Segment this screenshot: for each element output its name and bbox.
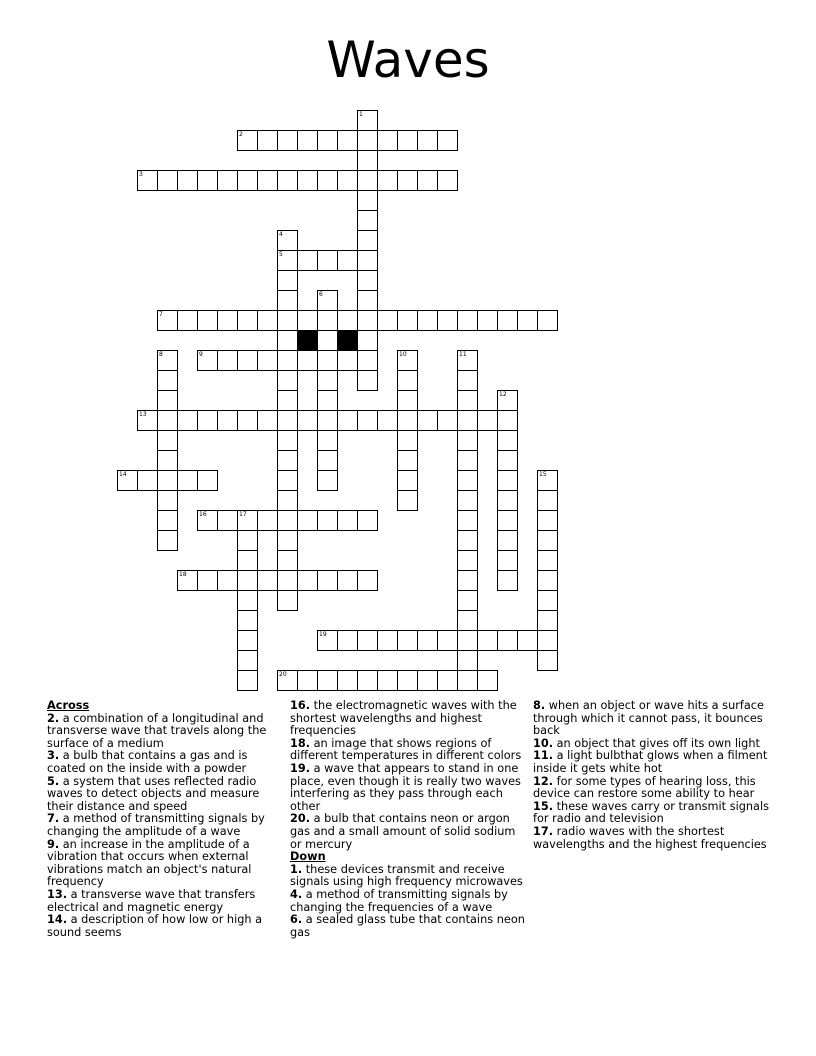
grid-cell[interactable] bbox=[357, 130, 378, 151]
grid-cell[interactable] bbox=[437, 310, 458, 331]
grid-cell[interactable] bbox=[137, 470, 158, 491]
grid-cell[interactable] bbox=[297, 310, 318, 331]
grid-cell[interactable] bbox=[437, 670, 458, 691]
grid-cell[interactable] bbox=[337, 630, 358, 651]
grid-cell[interactable] bbox=[417, 670, 438, 691]
grid-cell[interactable] bbox=[197, 470, 218, 491]
grid-cell[interactable] bbox=[497, 470, 518, 491]
grid-cell[interactable] bbox=[477, 670, 498, 691]
grid-cell[interactable] bbox=[397, 310, 418, 331]
grid-cell[interactable] bbox=[237, 650, 258, 671]
grid-cell[interactable] bbox=[357, 150, 378, 171]
grid-cell-black bbox=[337, 330, 358, 351]
clue-down-1: 1. these devices transmit and receive signals using high frequency microwaves bbox=[290, 862, 523, 889]
grid-cell-black bbox=[297, 330, 318, 351]
grid-cell[interactable] bbox=[317, 470, 338, 491]
grid-cell[interactable] bbox=[457, 570, 478, 591]
clue-across-18: 18. an image that shows regions of different temperatures in different colors bbox=[290, 736, 522, 763]
cell-number: 2 bbox=[239, 131, 243, 138]
grid-cell[interactable] bbox=[177, 310, 198, 331]
grid-cell[interactable] bbox=[437, 170, 458, 191]
grid-cell[interactable] bbox=[397, 670, 418, 691]
grid-cell[interactable] bbox=[197, 570, 218, 591]
grid-cell[interactable] bbox=[357, 290, 378, 311]
grid-cell[interactable] bbox=[317, 390, 338, 411]
grid-cell[interactable] bbox=[357, 310, 378, 331]
grid-cell[interactable] bbox=[457, 410, 478, 431]
grid-cell[interactable] bbox=[537, 630, 558, 651]
clue-across-7: 7. a method of transmitting signals by changing the amplitude of a wave bbox=[47, 812, 265, 838]
cell-number: 10 bbox=[399, 351, 407, 358]
grid-cell[interactable] bbox=[257, 410, 278, 431]
cell-number: 6 bbox=[319, 291, 323, 298]
grid-cell[interactable] bbox=[537, 530, 558, 551]
clue-down-11: 11. a light bulbthat glows when a filment inside it gets white hot bbox=[533, 749, 768, 775]
grid-cell[interactable] bbox=[377, 170, 398, 191]
grid-cell[interactable] bbox=[277, 490, 298, 511]
grid-cell[interactable] bbox=[157, 390, 178, 411]
grid-cell[interactable] bbox=[337, 310, 358, 331]
grid-cell[interactable] bbox=[497, 630, 518, 651]
grid-cell[interactable] bbox=[217, 170, 238, 191]
clue-across-5: 5. a system that uses reflected radio waves to detect objects and measure their distance and speed bbox=[47, 774, 260, 813]
grid-cell[interactable] bbox=[377, 410, 398, 431]
clue-across-19: 19. a wave that appears to stand in one place, even though it is really two waves interfering as they pass through each other bbox=[290, 761, 521, 813]
grid-cell[interactable] bbox=[437, 130, 458, 151]
grid-cell[interactable] bbox=[237, 170, 258, 191]
grid-cell[interactable] bbox=[537, 550, 558, 571]
grid-cell[interactable] bbox=[277, 330, 298, 351]
grid-cell[interactable] bbox=[297, 250, 318, 271]
cell-number: 7 bbox=[159, 311, 163, 318]
grid-cell[interactable] bbox=[237, 530, 258, 551]
grid-cell[interactable] bbox=[517, 630, 538, 651]
grid-cell[interactable] bbox=[297, 670, 318, 691]
grid-cell[interactable] bbox=[477, 630, 498, 651]
grid-cell[interactable] bbox=[457, 510, 478, 531]
grid-cell[interactable] bbox=[457, 590, 478, 611]
grid-cell[interactable] bbox=[157, 450, 178, 471]
grid-cell[interactable] bbox=[257, 510, 278, 531]
grid-cell[interactable] bbox=[257, 130, 278, 151]
cell-number: 14 bbox=[119, 471, 127, 478]
grid-cell[interactable] bbox=[277, 470, 298, 491]
grid-cell[interactable] bbox=[317, 170, 338, 191]
grid-cell[interactable] bbox=[477, 310, 498, 331]
grid-cell[interactable] bbox=[237, 590, 258, 611]
grid-cell[interactable] bbox=[237, 130, 258, 151]
grid-cell[interactable] bbox=[537, 470, 558, 491]
grid-cell[interactable] bbox=[277, 170, 298, 191]
grid-cell[interactable] bbox=[477, 410, 498, 431]
grid-cell[interactable] bbox=[417, 630, 438, 651]
grid-cell[interactable] bbox=[157, 170, 178, 191]
grid-cell[interactable] bbox=[397, 170, 418, 191]
grid-cell[interactable] bbox=[137, 170, 158, 191]
grid-cell[interactable] bbox=[417, 310, 438, 331]
grid-cell[interactable] bbox=[177, 470, 198, 491]
across-heading: Across bbox=[47, 699, 90, 712]
grid-cell[interactable] bbox=[217, 310, 238, 331]
cell-number: 20 bbox=[279, 671, 287, 678]
grid-cell[interactable] bbox=[377, 130, 398, 151]
grid-cell[interactable] bbox=[137, 410, 158, 431]
clue-down-17: 17. radio waves with the shortest wavelengths and the highest frequencies bbox=[533, 824, 767, 851]
grid-cell[interactable] bbox=[357, 410, 378, 431]
grid-cell[interactable] bbox=[157, 490, 178, 511]
grid-cell[interactable] bbox=[197, 410, 218, 431]
grid-cell[interactable] bbox=[397, 630, 418, 651]
grid-cell[interactable] bbox=[497, 530, 518, 551]
grid-cell[interactable] bbox=[277, 250, 298, 271]
grid-cell[interactable] bbox=[217, 350, 238, 371]
grid-cell[interactable] bbox=[357, 210, 378, 231]
grid-cell[interactable] bbox=[317, 670, 338, 691]
cell-number: 17 bbox=[239, 511, 247, 518]
grid-cell[interactable] bbox=[417, 410, 438, 431]
grid-cell[interactable] bbox=[117, 470, 138, 491]
grid-cell[interactable] bbox=[157, 350, 178, 371]
grid-cell[interactable] bbox=[257, 570, 278, 591]
grid-cell[interactable] bbox=[457, 610, 478, 631]
grid-cell[interactable] bbox=[357, 630, 378, 651]
grid-cell[interactable] bbox=[257, 310, 278, 331]
grid-cell[interactable] bbox=[317, 430, 338, 451]
grid-cell[interactable] bbox=[457, 370, 478, 391]
clue-down-8: 8. when an object or wave hits a surface through which it cannot pass, it bounces back bbox=[533, 699, 764, 738]
grid-cell[interactable] bbox=[337, 130, 358, 151]
grid-cell[interactable] bbox=[337, 350, 358, 371]
grid-cell[interactable] bbox=[157, 430, 178, 451]
grid-cell[interactable] bbox=[357, 270, 378, 291]
cell-number: 3 bbox=[139, 171, 143, 178]
grid-cell[interactable] bbox=[497, 430, 518, 451]
grid-cell[interactable] bbox=[357, 370, 378, 391]
grid-cell[interactable] bbox=[237, 630, 258, 651]
grid-cell[interactable] bbox=[277, 410, 298, 431]
cell-number: 12 bbox=[499, 391, 507, 398]
grid-cell[interactable] bbox=[457, 350, 478, 371]
grid-cell[interactable] bbox=[537, 650, 558, 671]
grid-cell[interactable] bbox=[497, 410, 518, 431]
grid-cell[interactable] bbox=[197, 350, 218, 371]
grid-cell[interactable] bbox=[237, 670, 258, 691]
grid-cell[interactable] bbox=[457, 450, 478, 471]
grid-cell[interactable] bbox=[537, 590, 558, 611]
grid-cell[interactable] bbox=[297, 170, 318, 191]
grid-cell[interactable] bbox=[397, 350, 418, 371]
grid-cell[interactable] bbox=[457, 630, 478, 651]
grid-cell[interactable] bbox=[437, 630, 458, 651]
grid-cell[interactable] bbox=[537, 490, 558, 511]
grid-cell[interactable] bbox=[317, 310, 338, 331]
grid-cell[interactable] bbox=[457, 310, 478, 331]
grid-cell[interactable] bbox=[457, 650, 478, 671]
grid-cell[interactable] bbox=[317, 450, 338, 471]
grid-cell[interactable] bbox=[197, 310, 218, 331]
grid-cell[interactable] bbox=[257, 350, 278, 371]
grid-cell[interactable] bbox=[397, 390, 418, 411]
grid-cell[interactable] bbox=[457, 470, 478, 491]
grid-cell[interactable] bbox=[337, 570, 358, 591]
grid-cell[interactable] bbox=[497, 510, 518, 531]
grid-cell[interactable] bbox=[297, 350, 318, 371]
clue-across-9: 9. an increase in the amplitude of a vibration that occurs when external vibrations match an object's natural frequency bbox=[47, 837, 252, 889]
grid-cell[interactable] bbox=[237, 410, 258, 431]
grid-cell[interactable] bbox=[357, 330, 378, 351]
grid-cell[interactable] bbox=[157, 530, 178, 551]
grid-cell[interactable] bbox=[277, 450, 298, 471]
clue-across-3: 3. a bulb that contains a gas and is coated on the inside with a powder bbox=[47, 749, 248, 775]
grid-cell[interactable] bbox=[337, 410, 358, 431]
page-title: Waves bbox=[326, 31, 490, 89]
grid-cell[interactable] bbox=[317, 290, 338, 311]
grid-cell[interactable] bbox=[537, 570, 558, 591]
grid-cell[interactable] bbox=[497, 310, 518, 331]
grid-cell[interactable] bbox=[377, 670, 398, 691]
grid-cell[interactable] bbox=[357, 170, 378, 191]
grid-cell[interactable] bbox=[377, 310, 398, 331]
grid-cell[interactable] bbox=[337, 250, 358, 271]
clue-down-12: 12. for some types of hearing loss, this device can restore some ability to hear bbox=[533, 774, 756, 801]
grid-cell[interactable] bbox=[357, 190, 378, 211]
clue-across-13: 13. a transverse wave that transfers electrical and magnetic energy bbox=[47, 887, 256, 914]
grid-cell[interactable] bbox=[217, 410, 238, 431]
grid-cell[interactable] bbox=[237, 310, 258, 331]
grid-cell[interactable] bbox=[377, 630, 398, 651]
grid-cell[interactable] bbox=[237, 550, 258, 571]
grid-cell[interactable] bbox=[457, 530, 478, 551]
grid-cell[interactable] bbox=[157, 310, 178, 331]
grid-cell[interactable] bbox=[177, 170, 198, 191]
grid-cell[interactable] bbox=[317, 410, 338, 431]
grid-cell[interactable] bbox=[177, 570, 198, 591]
grid-cell[interactable] bbox=[157, 370, 178, 391]
grid-cell[interactable] bbox=[397, 470, 418, 491]
grid-cell[interactable] bbox=[397, 430, 418, 451]
grid-cell[interactable] bbox=[317, 350, 338, 371]
grid-cell[interactable] bbox=[277, 310, 298, 331]
cell-number: 4 bbox=[279, 231, 283, 238]
grid-cell[interactable] bbox=[237, 610, 258, 631]
grid-cell[interactable] bbox=[317, 510, 338, 531]
grid-cell[interactable] bbox=[317, 570, 338, 591]
grid-cell[interactable] bbox=[237, 570, 258, 591]
grid-cell[interactable] bbox=[497, 390, 518, 411]
grid-cell[interactable] bbox=[317, 130, 338, 151]
down-heading: Down bbox=[290, 850, 326, 864]
clue-across-20: 20. a bulb that contains neon or argon gas and a small amount of solid sodium or mercury bbox=[290, 812, 516, 851]
grid-cell[interactable] bbox=[317, 370, 338, 391]
grid-cell[interactable] bbox=[357, 250, 378, 271]
grid-cell[interactable] bbox=[417, 130, 438, 151]
grid-cell[interactable] bbox=[297, 570, 318, 591]
grid-cell[interactable] bbox=[357, 670, 378, 691]
grid-cell[interactable] bbox=[357, 110, 378, 131]
clue-across-14: 14. a description of how low or high a sound seems bbox=[47, 913, 263, 939]
clue-across-2: 2. a combination of a longitudinal and transverse wave that travels along the surface of a medium bbox=[47, 711, 267, 750]
grid-cell[interactable] bbox=[157, 470, 178, 491]
grid-cell[interactable] bbox=[277, 350, 298, 371]
grid-cell[interactable] bbox=[277, 430, 298, 451]
grid-cell[interactable] bbox=[497, 490, 518, 511]
grid-cell[interactable] bbox=[317, 330, 338, 351]
grid-cell[interactable] bbox=[237, 350, 258, 371]
grid-cell[interactable] bbox=[297, 130, 318, 151]
grid-cell[interactable] bbox=[277, 230, 298, 251]
grid-cell[interactable] bbox=[537, 610, 558, 631]
grid-cell[interactable] bbox=[357, 350, 378, 371]
grid-cell[interactable] bbox=[157, 410, 178, 431]
cell-number: 13 bbox=[139, 411, 147, 418]
grid-cell[interactable] bbox=[457, 550, 478, 571]
cell-number: 15 bbox=[539, 471, 547, 478]
cell-number: 9 bbox=[199, 351, 203, 358]
grid-cell[interactable] bbox=[197, 170, 218, 191]
grid-cell[interactable] bbox=[397, 370, 418, 391]
grid-cell[interactable] bbox=[497, 570, 518, 591]
cell-number: 18 bbox=[179, 571, 187, 578]
grid-cell[interactable] bbox=[277, 530, 298, 551]
grid-cell[interactable] bbox=[337, 670, 358, 691]
clue-down-6: 6. a sealed glass tube that contains neon gas bbox=[290, 913, 525, 939]
grid-cell[interactable] bbox=[537, 510, 558, 531]
clue-down-4: 4. a method of transmitting signals by changing the frequencies of a wave bbox=[290, 887, 508, 914]
grid-cell[interactable] bbox=[217, 510, 238, 531]
grid-cell[interactable] bbox=[497, 450, 518, 471]
grid-cell[interactable] bbox=[317, 630, 338, 651]
grid-cell[interactable] bbox=[537, 310, 558, 331]
grid-cell[interactable] bbox=[397, 490, 418, 511]
grid-cell[interactable] bbox=[277, 290, 298, 311]
cell-number: 16 bbox=[199, 511, 207, 518]
grid-cell[interactable] bbox=[337, 510, 358, 531]
grid-cell[interactable] bbox=[277, 130, 298, 151]
clue-down-15: 15. these waves carry or transmit signals for radio and television bbox=[533, 799, 770, 826]
grid-cell[interactable] bbox=[397, 410, 418, 431]
grid-cell[interactable] bbox=[277, 550, 298, 571]
grid-cell[interactable] bbox=[237, 510, 258, 531]
grid-cell[interactable] bbox=[217, 570, 238, 591]
grid-cell[interactable] bbox=[357, 230, 378, 251]
grid-cell[interactable] bbox=[297, 510, 318, 531]
grid-cell[interactable] bbox=[457, 390, 478, 411]
grid-cell[interactable] bbox=[277, 570, 298, 591]
grid-cell[interactable] bbox=[277, 270, 298, 291]
cell-number: 11 bbox=[459, 351, 467, 358]
clues-column-3 bbox=[533, 700, 773, 851]
grid-cell[interactable] bbox=[517, 310, 538, 331]
cell-number: 1 bbox=[359, 111, 363, 118]
grid-cell[interactable] bbox=[437, 410, 458, 431]
grid-cell[interactable] bbox=[397, 450, 418, 471]
grid-cell[interactable] bbox=[297, 410, 318, 431]
clue-down-10: 10. an object that gives off its own light bbox=[533, 736, 760, 750]
clue-across-16: 16. the electromagnetic waves with the shortest wavelengths and highest frequencies bbox=[290, 699, 517, 738]
grid-cell[interactable] bbox=[457, 670, 478, 691]
grid-cell[interactable] bbox=[257, 170, 278, 191]
cell-number: 5 bbox=[279, 251, 283, 258]
grid-cell[interactable] bbox=[277, 370, 298, 391]
grid-cell[interactable] bbox=[497, 550, 518, 571]
grid-cell[interactable] bbox=[357, 570, 378, 591]
grid-cell[interactable] bbox=[277, 670, 298, 691]
grid-cell[interactable] bbox=[397, 130, 418, 151]
grid-cell[interactable] bbox=[277, 510, 298, 531]
grid-cell[interactable] bbox=[357, 510, 378, 531]
clues-column-2 bbox=[290, 700, 525, 939]
grid-cell[interactable] bbox=[317, 250, 338, 271]
grid-cell[interactable] bbox=[277, 590, 298, 611]
clues-column-1 bbox=[47, 700, 272, 939]
grid-cell[interactable] bbox=[277, 390, 298, 411]
cell-number: 19 bbox=[319, 631, 327, 638]
grid-cell[interactable] bbox=[337, 170, 358, 191]
grid-cell[interactable] bbox=[417, 170, 438, 191]
cell-number: 8 bbox=[159, 351, 163, 358]
grid-cell[interactable] bbox=[457, 490, 478, 511]
grid-cell[interactable] bbox=[457, 430, 478, 451]
grid-cell[interactable] bbox=[157, 510, 178, 531]
grid-cell[interactable] bbox=[177, 410, 198, 431]
grid-cell[interactable] bbox=[197, 510, 218, 531]
